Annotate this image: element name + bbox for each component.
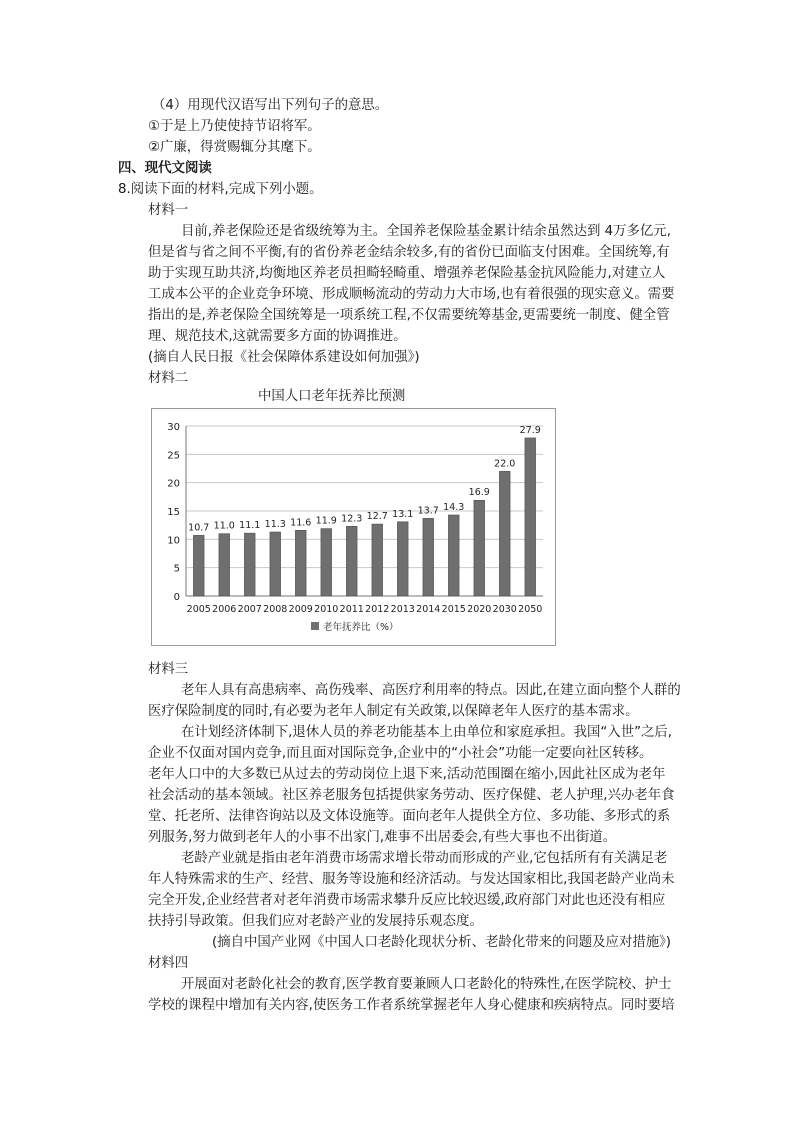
material-3-label: 材料三: [148, 662, 189, 677]
bar: [372, 524, 383, 596]
y-tick-label: 30: [167, 422, 180, 433]
material-3-line: 老年人口中的大多数已从过去的劳动岗位上退下来,活动范围圈在缩小,因此社区成为老年: [148, 767, 666, 782]
data-label: 12.7: [366, 511, 388, 523]
bar: [397, 522, 408, 596]
y-tick-label: 15: [167, 507, 180, 518]
data-label: 11.9: [315, 515, 337, 527]
material-1-label: 材料一: [148, 203, 189, 218]
chart-title: 中国人口老年抚养比预测: [258, 389, 406, 404]
y-tick-label: 25: [167, 450, 180, 462]
x-tick-label: 2014: [416, 604, 441, 615]
material-1-source: (摘自人民日报《社会保障体系建设如何加强》): [148, 350, 420, 365]
data-label: 14.3: [443, 501, 465, 513]
data-label: 11.3: [264, 518, 286, 530]
data-label: 22.0: [494, 458, 516, 470]
data-label: 12.3: [341, 513, 363, 525]
x-tick-label: 2011: [339, 604, 364, 615]
material-3-source: (摘自中国产业网《中国人口老龄化现状分析、老龄化带来的问题及应对措施》): [212, 935, 672, 950]
bar: [346, 526, 357, 596]
material-1-line: 助于实现互助共济,均衡地区养老员担畸轻畸重、增强养老保险基金抗风险能力,对建立人: [148, 266, 666, 281]
material-3-line: 堂、托老所、法律咨询站以及文体设施等。面向老年人提供全方位、多功能、多形式的系: [148, 809, 671, 824]
x-tick-label: 2030: [492, 604, 517, 615]
bar: [321, 529, 332, 596]
material-3-line: 医疗保险制度的同时,有必要为老年人制定有关政策,以保障老年人医疗的基本需求。: [148, 704, 639, 719]
x-tick-label: 2009: [288, 604, 313, 615]
x-tick-label: 2007: [237, 604, 262, 615]
bar: [270, 532, 281, 596]
material-4-label: 材料四: [148, 956, 189, 971]
bar-chart: [151, 408, 556, 646]
material-3-line: 老年人具有高患病率、高伤残率、高医疗利用率的特点。因此,在建立面向整个人群的: [181, 683, 681, 698]
bar: [295, 530, 306, 596]
material-1-line: 指出的是,养老保险全国统筹是一项系统工程,不仅需要统筹基金,更需要统一制度、健全管: [148, 308, 670, 323]
section-title: 四、现代文阅读: [118, 161, 212, 176]
data-label: 11.6: [290, 517, 312, 529]
material-1-line: 理、规范技术,这就需要多方面的协调推进。: [148, 329, 407, 344]
material-3-line: 老龄产业就是指由老年消费市场需求增长带动而形成的产业,它包括所有有关满足老: [181, 851, 668, 866]
data-label: 11.1: [239, 520, 261, 532]
material-3-line: 列服务,努力做到老年人的小事不出家门,难事不出居委会,有些大事也不出街道。: [148, 830, 617, 845]
material-4-line: 开展面对老龄化社会的教育,医学教育要兼顾人口老龄化的特殊性,在医学院校、护士: [181, 977, 672, 992]
x-tick-label: 2006: [212, 604, 237, 615]
material-2-label: 材料二: [148, 371, 189, 386]
legend-label: 老年抚养比（%）: [323, 622, 399, 633]
data-label: 13.7: [417, 505, 439, 517]
legend-swatch: [311, 622, 319, 630]
material-3-line: 完全开发,企业经营者对老年消费市场需求攀升反应比较迟缓,政府部门对此也还没有相应: [148, 893, 666, 908]
bar: [219, 534, 230, 596]
bar: [525, 438, 536, 596]
y-tick-label: 0: [173, 592, 180, 603]
sentence-1: ①于是上乃使使持节诏将军。: [148, 119, 321, 134]
material-3-line: 企业不仅面对国内竞争,而且面对国际竞争,企业中的“小社会”功能一定要向社区转移。: [148, 746, 653, 761]
material-3-line: 年人特殊需求的生产、经营、服务等设施和经济活动。与发达国家相比,我国老龄产业尚未: [148, 872, 675, 887]
bar: [423, 518, 434, 596]
bar: [244, 533, 255, 596]
material-4-line: 学校的课程中增加有关内容,使医务工作者系统掌握老年人身心健康和疾病特点。同时要培: [148, 998, 675, 1013]
bar: [474, 500, 485, 596]
data-label: 16.9: [468, 487, 490, 499]
data-label: 10.7: [188, 522, 210, 534]
material-1-line: 目前,养老保险还是省级统筹为主。全国养老保险基金累计结余虽然达到 4万多亿元,: [181, 224, 671, 239]
x-tick-label: 2050: [518, 604, 543, 615]
y-tick-label: 10: [167, 535, 180, 547]
x-tick-label: 2005: [186, 604, 211, 615]
question-8-intro: 8.阅读下面的材料,完成下列小题。: [118, 182, 323, 197]
bar: [499, 471, 510, 596]
data-label: 13.1: [392, 508, 414, 520]
data-label: 11.0: [213, 520, 235, 532]
x-tick-label: 2015: [441, 604, 466, 615]
data-label: 27.9: [519, 424, 541, 436]
sentence-2: ②广廉，得赏赐辄分其麾下。: [148, 140, 321, 155]
x-tick-label: 2008: [263, 604, 288, 615]
y-tick-label: 20: [167, 478, 180, 490]
y-tick-label: 5: [173, 563, 180, 575]
material-1-line: 但是省与省之间不平衡,有的省份养老金结余较多,有的省份已面临支付困难。全国统筹,有: [148, 245, 670, 260]
x-tick-label: 2012: [365, 604, 390, 615]
material-3-line: 在计划经济体制下,退休人员的养老功能基本上由单位和家庭承担。我国“入世”之后,: [181, 725, 673, 740]
x-tick-label: 2010: [314, 604, 339, 615]
material-3-line: 扶持引导政策。但我们应对老龄产业的发展持乐观态度。: [148, 914, 483, 929]
bar: [193, 535, 204, 596]
material-1-line: 工成本公平的企业竞争环境、形成顺畅流动的劳动力大市场,也有着很强的现实意义。需要: [148, 287, 675, 302]
bar: [448, 515, 459, 596]
x-tick-label: 2020: [467, 604, 492, 615]
material-3-line: 社会活动的基本领域。社区养老服务包括提供家务劳动、医疗保健、老人护理,兴办老年食: [148, 788, 675, 803]
question-4: （4）用现代汉语写出下列句子的意思。: [152, 98, 389, 113]
x-tick-label: 2013: [390, 604, 415, 615]
